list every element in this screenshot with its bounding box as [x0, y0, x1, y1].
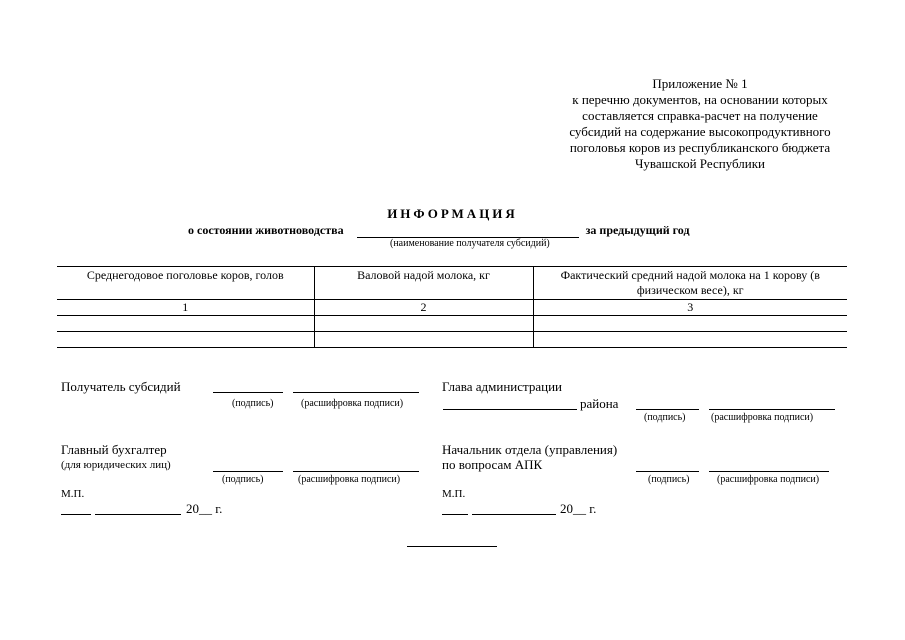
decode-hint: (расшифровка подписи): [298, 474, 401, 485]
appendix-note: [540, 76, 860, 172]
signature-hint: (подпись): [644, 412, 686, 423]
head-admin-signature-line[interactable]: [636, 409, 699, 410]
stamp-label: М.П.: [61, 488, 85, 500]
table-cell[interactable]: [57, 332, 314, 348]
appendix-line: поголовья коров из республиканского бюджета: [569, 140, 831, 155]
table-cell[interactable]: [57, 316, 314, 332]
district-name-line[interactable]: [443, 409, 577, 410]
recipient-label: Получатель субсидий: [61, 379, 181, 394]
appendix-line: субсидий на содержание высокопродуктивного: [569, 124, 831, 139]
document-title: ИНФОРМАЦИЯ: [387, 206, 518, 221]
appendix-line: Чувашской Республики: [634, 156, 766, 171]
date-month-line[interactable]: [472, 514, 556, 515]
footer-divider: [407, 546, 497, 547]
appendix-line: Приложение № 1: [652, 76, 748, 91]
recipient-name-field[interactable]: [357, 227, 579, 238]
info-table: [57, 266, 847, 348]
table-row: [57, 316, 847, 332]
signature-hint: (подпись): [648, 474, 690, 485]
district-label: района: [580, 396, 619, 411]
header-cell: Среднегодовое поголовье коров, голов: [57, 267, 314, 300]
subtitle-suffix: за предыдущий год: [585, 223, 690, 237]
subtitle-prefix: о состоянии животноводства: [188, 223, 344, 237]
date-day-line[interactable]: [442, 514, 468, 515]
table-cell[interactable]: [533, 316, 847, 332]
table-cell[interactable]: [533, 332, 847, 348]
stamp-label: М.П.: [442, 488, 466, 500]
table-cell[interactable]: [314, 316, 533, 332]
header-cell: Валовой надой молока, кг: [314, 267, 533, 300]
decode-hint: (расшифровка подписи): [301, 398, 404, 409]
table-number-row: [57, 300, 847, 316]
appendix-line: к перечню документов, на основании которых: [572, 92, 828, 107]
legal-entities-label: (для юридических лиц): [61, 459, 171, 471]
head-admin-label: Глава администрации: [442, 379, 563, 394]
table-row: [57, 332, 847, 348]
header-cell: Фактический средний надой молока на 1 корову (в физическом весе), кг: [533, 267, 847, 300]
signature-hint: (подпись): [232, 398, 274, 409]
signature-hint: (подпись): [222, 474, 264, 485]
document-subtitle: [188, 223, 690, 238]
dept-head-signature-line[interactable]: [636, 471, 699, 472]
head-admin-decode-line[interactable]: [709, 409, 835, 410]
table-cell[interactable]: [314, 332, 533, 348]
date-day-line[interactable]: [61, 514, 91, 515]
decode-hint: (расшифровка подписи): [717, 474, 820, 485]
accountant-decode-line[interactable]: [293, 471, 419, 472]
chief-accountant-label: Главный бухгалтер: [61, 442, 167, 457]
dept-head-label: Начальник отдела (управления): [442, 442, 618, 457]
decode-hint: (расшифровка подписи): [711, 412, 814, 423]
recipient-signature-line[interactable]: [213, 392, 283, 393]
appendix-line: составляется справка-расчет на получение: [582, 108, 818, 123]
date-year: 20__ г.: [560, 501, 597, 516]
recipient-name-hint: (наименование получателя субсидий): [390, 238, 550, 249]
number-cell: 2: [314, 300, 533, 316]
date-month-line[interactable]: [95, 514, 181, 515]
date-year: 20__ г.: [186, 501, 223, 516]
recipient-decode-line[interactable]: [293, 392, 419, 393]
number-cell: 3: [533, 300, 847, 316]
number-cell: 1: [57, 300, 314, 316]
dept-head-label-2: по вопросам АПК: [442, 457, 543, 472]
accountant-signature-line[interactable]: [213, 471, 283, 472]
table-header-row: [57, 267, 847, 300]
dept-head-decode-line[interactable]: [709, 471, 829, 472]
